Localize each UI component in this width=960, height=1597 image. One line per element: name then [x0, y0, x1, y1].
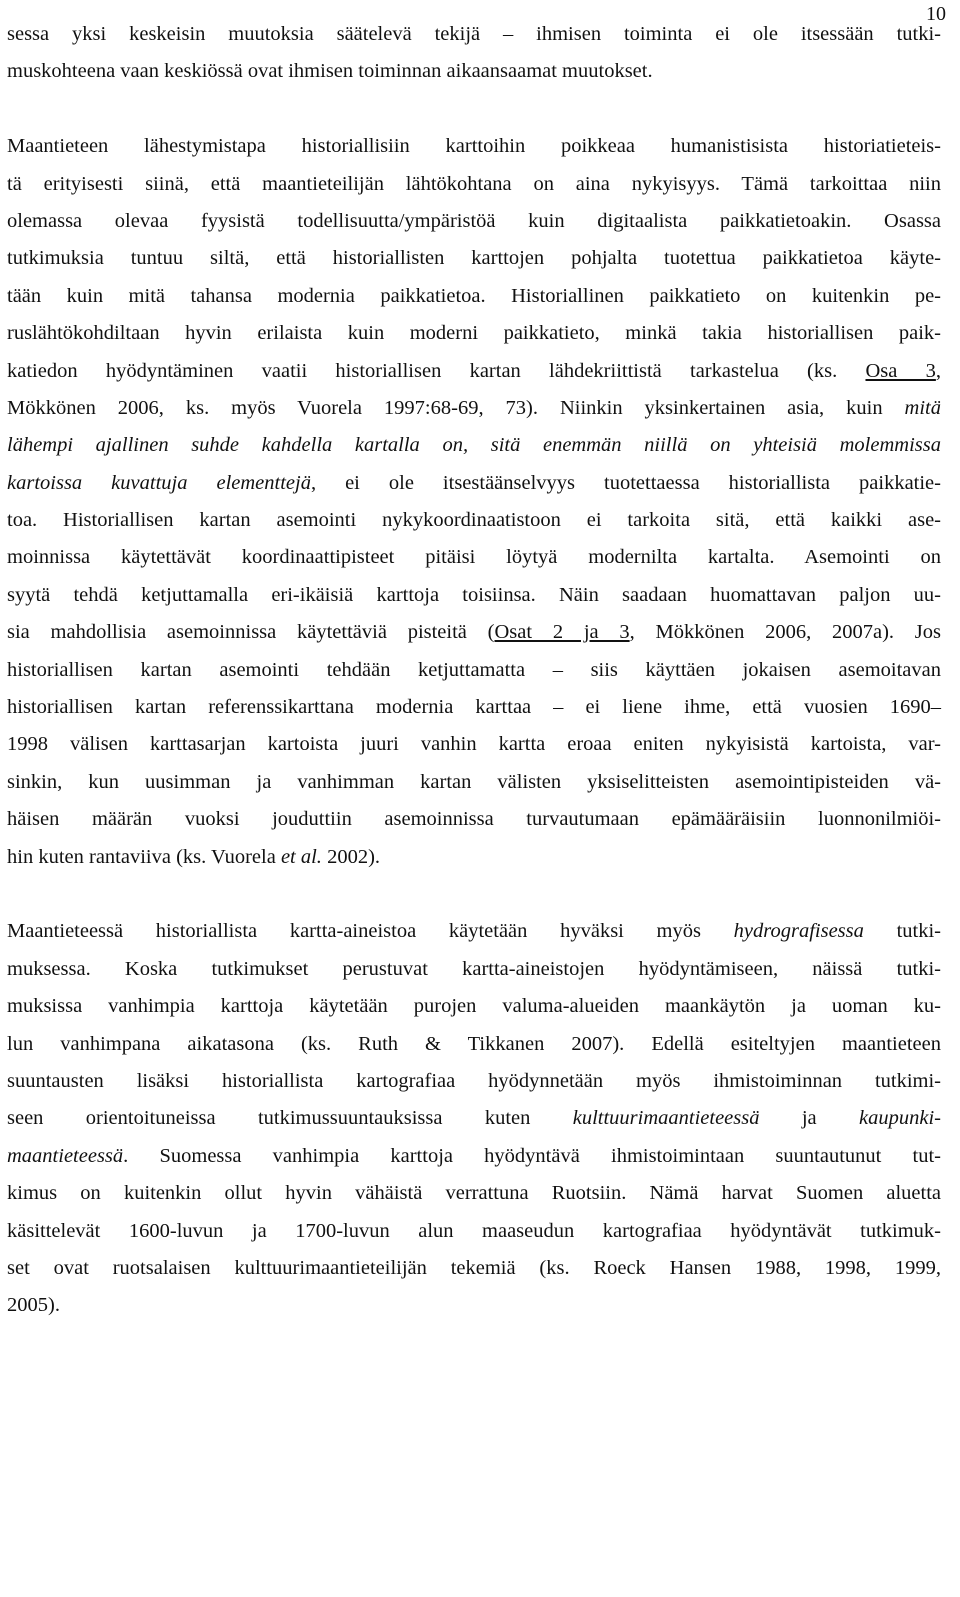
text-line — [7, 353, 941, 390]
italic-text: hydrografisessa — [733, 920, 864, 943]
text-line — [7, 240, 941, 277]
text-line — [7, 988, 941, 1025]
text-run: . Suomessa vanhimpia karttoja hyödyntävä ihmistoimintaan suuntautunut tut- — [123, 1144, 941, 1167]
text-line — [7, 203, 941, 240]
text-line — [7, 16, 941, 53]
text-line — [7, 839, 941, 876]
text-run: , — [935, 359, 941, 382]
text-line — [7, 1175, 941, 1212]
text-line — [7, 726, 941, 763]
text-line — [7, 1213, 941, 1250]
paragraph — [7, 16, 941, 91]
text-line — [7, 689, 941, 726]
body-text — [7, 16, 941, 1325]
italic-text: kaupunki- — [859, 1107, 941, 1130]
italic-text: lähempi ajallinen suhde kahdella kartalla on, sitä enemmän niillä on yhteisiä molemmissa — [7, 434, 941, 457]
text-line — [7, 53, 941, 90]
text-line — [7, 801, 941, 838]
text-run: 2005). — [7, 1294, 60, 1317]
text-run: suuntausten lisäksi historiallista kartografiaa hyödynnetään myös ihmistoiminnan tutkimi- — [7, 1069, 941, 1092]
text-run: kimus on kuitenkin ollut hyvin vähäistä verrattuna Ruotsiin. Nämä harvat Suomen aluetta — [7, 1182, 941, 1205]
text-run: katiedon hyödyntäminen vaatii historiallisen kartan lähdekriittistä tarkastelua (ks. — [7, 359, 866, 382]
cross-reference-link[interactable]: Osa 3 — [865, 359, 936, 382]
cross-reference-link[interactable]: Osat 2 ja 3 — [494, 621, 630, 644]
text-line — [7, 166, 941, 203]
text-line — [7, 913, 941, 950]
italic-text: kulttuurimaantieteessä — [572, 1107, 760, 1130]
text-run: set ovat ruotsalaisen kulttuurimaantieteilijän tekemiä (ks. Roeck Hansen 1988, 1998, 1999, — [7, 1256, 941, 1279]
italic-text: et al. — [280, 845, 322, 868]
text-run: Maantieteessä historiallista kartta-aineistoa käytetään hyväksi myös — [7, 920, 734, 943]
text-run: moinnissa käytettävät koordinaattipisteet pitäisi löytyä modernilta kartalta. Asemointi on — [7, 546, 941, 569]
text-line — [7, 652, 941, 689]
text-line — [7, 614, 941, 651]
text-line — [7, 539, 941, 576]
text-line — [7, 1100, 941, 1137]
paragraph — [7, 128, 941, 876]
text-run: tä erityisesti siinä, että maantieteilijän lähtökohtana on aina nykyisyys. Tämä tarkoittaa niin — [7, 172, 941, 195]
page-number: 10 — [926, 3, 946, 25]
paragraph-gap — [7, 91, 941, 128]
italic-text: kartoissa kuvattuja elementtejä — [7, 471, 311, 494]
text-run: , Mökkönen 2006, 2007a). Jos — [629, 621, 941, 644]
text-line — [7, 315, 941, 352]
text-run: muskohteena vaan keskiössä ovat ihmisen toiminnan aikaansaamat muutokset. — [7, 60, 653, 83]
text-run: ruslähtökohdiltaan hyvin erilaista kuin moderni paikkatieto, minkä takia historiallisen paik- — [7, 322, 941, 345]
text-line — [7, 1250, 941, 1287]
text-line — [7, 1026, 941, 1063]
text-line — [7, 764, 941, 801]
text-line — [7, 502, 941, 539]
text-line — [7, 427, 941, 464]
italic-text: maantieteessä — [7, 1144, 124, 1167]
paragraph-gap — [7, 876, 941, 913]
text-line — [7, 1287, 941, 1324]
text-run: Maantieteen lähestymistapa historiallisiin karttoihin poikkeaa humanistisista historiatieteis- — [7, 135, 941, 158]
text-line — [7, 390, 941, 427]
italic-text: mitä — [904, 396, 941, 419]
text-run: seen orientoituneissa tutkimussuuntauksissa kuten — [7, 1107, 573, 1130]
text-line — [7, 577, 941, 614]
text-line — [7, 1138, 941, 1175]
text-run: 1998 välisen karttasarjan kartoista juuri vanhin kartta eroaa eniten nykyisistä kartoista, var- — [7, 733, 941, 756]
text-run: toa. Historiallisen kartan asemointi nykykoordinaatistoon ei tarkoita sitä, että kaikki ase- — [7, 509, 941, 532]
text-run: lun vanhimpana aikatasona (ks. Ruth & Tikkanen 2007). Edellä esiteltyjen maantieteen — [7, 1032, 941, 1055]
text-run: ja — [759, 1107, 860, 1130]
text-run: muksessa. Koska tutkimukset perustuvat kartta-aineistojen hyödyntämiseen, näissä tutki- — [7, 957, 941, 980]
text-run: muksissa vanhimpia karttoja käytetään purojen valuma-alueiden maankäytön ja uoman ku- — [7, 995, 941, 1018]
text-run: häisen määrän vuoksi jouduttiin asemoinnissa turvautumaan epämääräisiin luonnonilmiöi- — [7, 808, 941, 831]
text-run: olemassa olevaa fyysistä todellisuutta/ympäristöä kuin digitaalista paikkatietoakin. Osassa — [7, 209, 941, 232]
text-line — [7, 128, 941, 165]
text-line — [7, 951, 941, 988]
text-run: syytä tehdä ketjuttamalla eri-ikäisiä karttoja toisiinsa. Näin saadaan huomattavan paljon uu- — [7, 583, 941, 606]
text-run: historiallisen kartan referenssikarttana modernia karttaa – ei liene ihme, että vuosien 1690– — [7, 696, 941, 719]
paragraph — [7, 913, 941, 1324]
text-run: historiallisen kartan asemointi tehdään ketjuttamatta – siis käyttäen jokaisen asemoitavan — [7, 658, 941, 681]
text-run: 2002). — [321, 845, 381, 868]
text-run: Mökkönen 2006, ks. myös Vuorela 1997:68-69, 73). Niinkin yksinkertainen asia, kuin — [7, 396, 905, 419]
text-line — [7, 1063, 941, 1100]
text-run: käsittelevät 1600-luvun ja 1700-luvun alun maaseudun kartografiaa hyödyntävät tutkimuk- — [7, 1219, 941, 1242]
text-line — [7, 278, 941, 315]
text-run: sessa yksi keskeisin muutoksia säätelevä tekijä – ihmisen toiminta ei ole itsessään tutki- — [7, 23, 941, 45]
text-run: tään kuin mitä tahansa modernia paikkatietoa. Historiallinen paikkatieto on kuitenkin pe- — [7, 284, 941, 307]
text-run: tutki- — [863, 920, 941, 943]
text-run: tutkimuksia tuntuu siltä, että historiallisten karttojen pohjalta tuotettua paikkatietoa käyte- — [7, 247, 941, 270]
text-line — [7, 465, 941, 502]
text-run: , ei ole itsestäänselvyys tuotettaessa historiallista paikkatie- — [310, 471, 941, 494]
text-run: sinkin, kun uusimman ja vanhimman kartan välisten yksiselitteisten asemointipisteiden vä- — [7, 770, 941, 793]
text-run: sia mahdollisia asemoinnissa käytettäviä pisteitä ( — [7, 621, 495, 644]
text-run: hin kuten rantaviiva (ks. Vuorela — [7, 845, 281, 868]
